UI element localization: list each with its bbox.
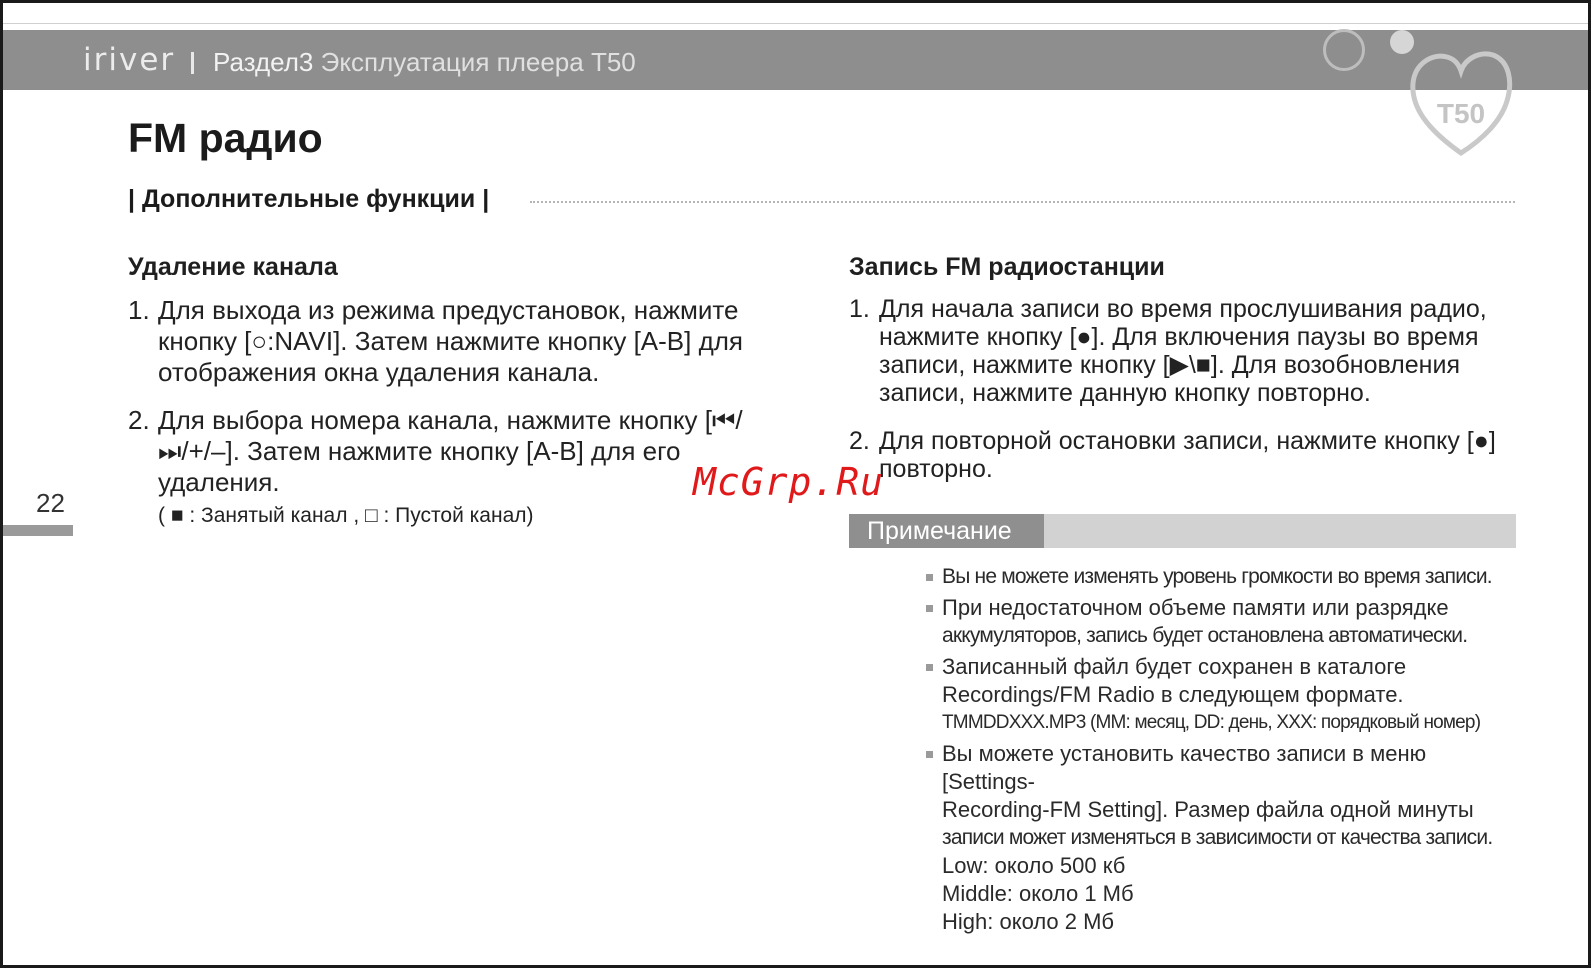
list-item <box>923 563 1523 591</box>
note-label: Примечание <box>849 514 1044 548</box>
left-steps-list <box>128 295 808 548</box>
square-bullet-icon <box>926 664 933 671</box>
page-number: 22 <box>36 488 65 518</box>
note-line: Recording-FM Setting]. Размер файла одной минуты <box>942 797 1474 822</box>
note-line: записи может изменяться в зависимости от качества записи. <box>942 826 1493 849</box>
note-text: Вы не можете изменять уровень громкости во время записи. <box>942 565 1492 588</box>
right-heading: Запись FM радиостанции <box>849 253 1165 281</box>
section-title <box>213 47 636 78</box>
left-heading: Удаление канала <box>128 253 338 281</box>
list-item <box>128 295 808 388</box>
iriver-logo: iriver <box>83 42 176 78</box>
step-text: Для выхода из режима предустановок, нажмите кнопку [○:NAVI]. Затем нажмите кнопку [A-B] для отображения окна удаления канала. <box>158 295 744 387</box>
watermark-text: McGrp.Ru <box>693 460 885 504</box>
step-number: 1. <box>128 295 150 325</box>
note-line: аккумуляторов, запись будет остановлена автоматически. <box>942 624 1468 647</box>
note-line: При недостаточном объеме памяти или разрядке <box>942 595 1449 620</box>
t50-badge-text: T50 <box>1436 98 1486 129</box>
header-divider <box>191 52 194 74</box>
step-number: 2. <box>849 427 870 455</box>
step-text: Для повторной остановки записи, нажмите кнопку [●] повторно. <box>879 427 1496 483</box>
channel-legend: ( ■ : Занятый канал , □ : Пустой канал) <box>158 504 534 527</box>
notes-list <box>923 563 1523 939</box>
note-line: Middle: около 1 Мб <box>942 881 1134 906</box>
step-text: Для начала записи во время прослушивания радио, нажмите кнопку [●]. Для включения паузы во время записи, нажмите кнопку [▶\■]. Для возобновления записи, нажмите данную кнопку повторно. <box>879 295 1487 407</box>
note-line: Low: около 500 кб <box>942 853 1126 878</box>
note-line: Вы можете установить качество записи в меню [Settings- <box>942 741 1427 794</box>
square-bullet-icon <box>926 605 933 612</box>
list-item <box>849 427 1529 483</box>
step-number: 2. <box>128 405 150 435</box>
list-item <box>923 740 1523 936</box>
list-item <box>923 653 1523 737</box>
chapter-label: Раздел3 <box>213 47 314 77</box>
section-label: Эксплуатация плеера T50 <box>320 47 636 77</box>
page-title: FM радио <box>128 115 323 161</box>
t50-heart-badge-icon <box>1407 49 1515 159</box>
dotted-rule <box>530 201 1515 203</box>
step-text: Для выбора номера канала, нажмите кнопку [⏮/⏭/+/–]. Затем нажмите кнопку [A-B] для его удаления. <box>158 405 743 497</box>
step-number: 1. <box>849 295 870 323</box>
decor-ring-icon <box>1323 29 1365 71</box>
top-rule <box>3 3 1588 24</box>
note-line: High: около 2 Мб <box>942 909 1115 934</box>
page-number-bar <box>3 525 73 536</box>
section-subhead: | Дополнительные функции | <box>128 185 490 213</box>
note-line: Записанный файл будет сохранен в каталоге <box>942 654 1407 679</box>
list-item <box>923 594 1523 650</box>
list-item <box>849 295 1529 407</box>
square-bullet-icon <box>926 751 933 758</box>
note-line: TMMDDXXX.MP3 (MM: месяц, DD: день, XXX: порядковый номер) <box>942 712 1481 733</box>
right-steps-list <box>849 295 1529 503</box>
square-bullet-icon <box>926 574 933 581</box>
note-line: Recordings/FM Radio в следующем формате. <box>942 682 1404 707</box>
